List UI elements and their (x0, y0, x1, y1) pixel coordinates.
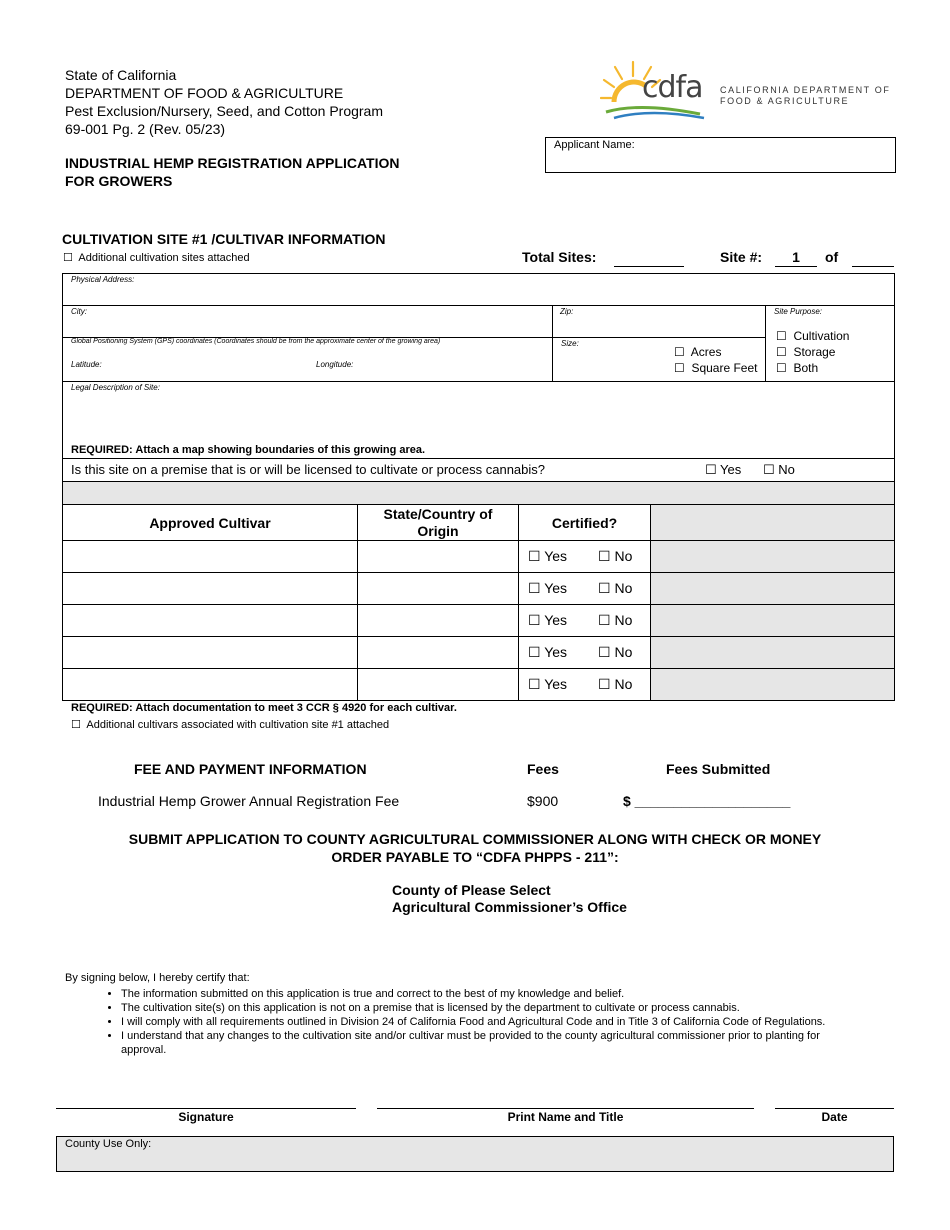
commissioner-office: Agricultural Commissioner’s Office (392, 899, 627, 915)
no-label: No (614, 644, 633, 660)
no-label: No (614, 612, 633, 628)
certified-cell (518, 668, 651, 701)
cultivar-name-cell[interactable] (62, 668, 358, 701)
certified-no-option[interactable] (598, 580, 632, 597)
header-program: Pest Exclusion/Nursery, Seed, and Cotton Program (65, 103, 384, 119)
logo-dept-line2: FOOD & AGRICULTURE (720, 96, 850, 106)
checkbox-icon[interactable]: ☐ (674, 361, 685, 375)
header-approved-cultivar (62, 504, 358, 541)
applicant-name-field[interactable] (545, 137, 896, 173)
additional-cultivars-label: Additional cultivars associated with cultivation site #1 attached (86, 719, 390, 731)
yes-label: Yes (544, 612, 568, 628)
additional-sites-checkbox-row[interactable] (63, 251, 250, 264)
legal-description-field[interactable] (62, 381, 895, 459)
certified-no-option[interactable] (598, 612, 632, 629)
yes-label: Yes (544, 548, 568, 564)
cultivar-name-cell[interactable] (62, 604, 358, 637)
fee-item-label: Industrial Hemp Grower Annual Registration Fee (98, 793, 400, 809)
column-header: Approved Cultivar (149, 515, 271, 531)
yes-label: Yes (544, 580, 568, 596)
size-options (674, 344, 757, 376)
option-label: Storage (793, 345, 836, 359)
certified-yes-option[interactable] (528, 580, 567, 597)
certify-list (65, 987, 865, 1057)
header-department: DEPARTMENT OF FOOD & AGRICULTURE (65, 85, 344, 101)
purpose-option-cultivation[interactable] (776, 328, 849, 344)
site-purpose-options (776, 328, 849, 376)
gray-spacer-row (62, 481, 895, 505)
site-of-label: of (825, 249, 839, 265)
certified-yes-option[interactable] (528, 676, 567, 693)
site-purpose-field (765, 305, 895, 382)
purpose-option-both[interactable] (776, 360, 849, 376)
gray-cell (650, 572, 895, 605)
date-line[interactable] (775, 1108, 894, 1109)
physical-address-label: Physical Address: (71, 275, 135, 284)
column-header: Certified? (551, 515, 618, 531)
fee-heading: FEE AND PAYMENT INFORMATION (134, 761, 367, 777)
city-label: City: (71, 307, 87, 316)
cannabis-no-option[interactable] (763, 462, 795, 478)
header-certified (518, 504, 651, 541)
no-label: No (614, 580, 633, 596)
longitude-label: Longitude: (316, 360, 354, 369)
site-number-input[interactable]: 1 (775, 249, 817, 267)
yes-label: Yes (720, 462, 742, 477)
header-state: State of California (65, 67, 177, 83)
site-number-label: Site #: (720, 249, 763, 265)
option-label: Acres (690, 345, 722, 359)
legal-description-label: Legal Description of Site: (71, 383, 160, 392)
certify-item: • The cultivation site(s) on this application is not on a premise that is licensed by the department to cultivate or process cannabis. (121, 1001, 865, 1015)
certify-item: • The information submitted on this application is true and correct to the best of my knowledge and belief. (121, 987, 865, 1001)
additional-cultivars-row[interactable] (71, 718, 389, 731)
size-field[interactable] (552, 337, 766, 382)
print-name-label: Print Name and Title (507, 1110, 624, 1124)
fees-submitted-header: Fees Submitted (666, 761, 771, 777)
no-label: No (778, 462, 795, 477)
logo-dept-line1: CALIFORNIA DEPARTMENT OF (720, 85, 891, 95)
checkbox-icon[interactable]: ☐ (776, 345, 787, 359)
option-label: Square Feet (691, 361, 758, 375)
required-doc-note: REQUIRED: Attach documentation to meet 3 CCR § 4920 for each cultivar. (71, 702, 457, 714)
checkbox-icon[interactable]: ☐ (598, 549, 611, 565)
latitude-label: Latitude: (71, 360, 102, 369)
header-gray-cell (650, 504, 895, 541)
no-label: No (614, 548, 633, 564)
checkbox-icon[interactable]: ☐ (71, 718, 81, 731)
cannabis-question-row (62, 458, 895, 482)
site-of-input[interactable] (852, 250, 894, 267)
certified-cell (518, 540, 651, 573)
signature-line[interactable] (56, 1108, 356, 1109)
fees-column-header: Fees (527, 761, 559, 777)
certified-no-option[interactable] (598, 548, 632, 565)
county-use-box (56, 1136, 894, 1172)
physical-address-field[interactable] (62, 273, 895, 306)
column-header: State/Country of Origin (383, 506, 493, 539)
option-label: Both (793, 361, 819, 375)
gps-label: Global Positioning System (GPS) coordinates (Coordinates should be from the approximate center of the growing area) (71, 338, 441, 345)
required-map-note: REQUIRED: Attach a map showing boundaries of this growing area. (71, 444, 426, 456)
certified-cell (518, 604, 651, 637)
origin-cell[interactable] (357, 572, 519, 605)
gray-cell (650, 636, 895, 669)
total-sites-input[interactable] (614, 250, 684, 267)
submit-instructions-line2: ORDER PAYABLE TO “CDFA PHPPS - 211”: (331, 849, 619, 865)
size-label: Size: (561, 339, 579, 348)
checkbox-icon[interactable]: ☐ (528, 677, 541, 693)
checkbox-icon[interactable]: ☐ (705, 463, 717, 478)
gray-cell (650, 540, 895, 573)
certify-item: • I will comply with all requirements outlined in Division 24 of California Food and Agricultural Code and in Title 3 of California Code of Regulations. (121, 1015, 865, 1029)
header-form-number: 69-001 Pg. 2 (Rev. 05/23) (65, 121, 226, 137)
site-purpose-label: Site Purpose: (774, 307, 823, 316)
checkbox-icon[interactable]: ☐ (763, 463, 775, 478)
form-title-line1: INDUSTRIAL HEMP REGISTRATION APPLICATION (65, 155, 400, 171)
checkbox-icon[interactable]: ☐ (528, 549, 541, 565)
county-select[interactable]: County of Please Select (392, 882, 551, 898)
signature-label: Signature (178, 1110, 234, 1124)
checkbox-icon[interactable]: ☐ (528, 581, 541, 597)
checkbox-icon[interactable]: ☐ (528, 613, 541, 629)
checkbox-icon[interactable]: ☐ (63, 251, 73, 264)
certified-yes-option[interactable] (528, 548, 567, 565)
certified-no-option[interactable] (598, 676, 632, 693)
certified-yes-option[interactable] (528, 612, 567, 629)
cultivar-name-cell[interactable] (62, 572, 358, 605)
option-label: Cultivation (793, 329, 850, 343)
checkbox-icon[interactable]: ☐ (776, 329, 787, 343)
origin-cell[interactable] (357, 668, 519, 701)
origin-cell[interactable] (357, 604, 519, 637)
no-label: No (614, 676, 633, 692)
total-sites-label: Total Sites: (522, 249, 597, 265)
checkbox-icon[interactable]: ☐ (598, 613, 611, 629)
size-option-square-feet[interactable] (674, 360, 757, 376)
cdfa-logo (600, 58, 900, 124)
cannabis-question: Is this site on a premise that is or will be licensed to cultivate or process cannabis? (71, 462, 546, 477)
fee-amount: $900 (527, 793, 559, 809)
cannabis-yes-option[interactable] (705, 462, 741, 478)
certified-yes-option[interactable] (528, 644, 567, 661)
zip-label: Zip: (560, 307, 574, 316)
yes-label: Yes (544, 676, 568, 692)
checkbox-icon[interactable]: ☐ (598, 581, 611, 597)
date-label: Date (821, 1110, 848, 1124)
origin-cell[interactable] (357, 636, 519, 669)
submit-instructions-line1: SUBMIT APPLICATION TO COUNTY AGRICULTURAL COMMISSIONER ALONG WITH CHECK OR MONEY (128, 831, 822, 847)
origin-cell[interactable] (357, 540, 519, 573)
county-use-label: County Use Only: (65, 1138, 152, 1150)
cultivation-site-title: CULTIVATION SITE #1 /CULTIVAR INFORMATION (62, 231, 386, 247)
checkbox-icon[interactable]: ☐ (598, 645, 611, 661)
yes-label: Yes (544, 644, 568, 660)
checkbox-icon[interactable]: ☐ (776, 361, 787, 375)
certify-item: • I understand that any changes to the cultivation site and/or cultivar must be provided to the county agricultural commissioner prior to planting for approval. (121, 1029, 865, 1057)
purpose-option-storage[interactable] (776, 344, 849, 360)
size-option-acres[interactable] (674, 344, 757, 360)
print-name-line[interactable] (377, 1108, 754, 1109)
applicant-name-label: Applicant Name: (554, 139, 635, 151)
cultivar-name-cell[interactable] (62, 540, 358, 573)
certified-cell (518, 572, 651, 605)
zip-field[interactable] (552, 305, 766, 338)
gray-cell (650, 604, 895, 637)
gray-cell (650, 668, 895, 701)
checkbox-icon[interactable]: ☐ (598, 677, 611, 693)
checkbox-icon[interactable]: ☐ (528, 645, 541, 661)
form-title-line2: FOR GROWERS (65, 173, 173, 189)
certified-no-option[interactable] (598, 644, 632, 661)
checkbox-icon[interactable]: ☐ (674, 345, 685, 359)
additional-sites-label: Additional cultivation sites attached (78, 252, 250, 264)
city-field[interactable] (62, 305, 553, 338)
gps-field[interactable] (62, 337, 553, 382)
fees-submitted-input[interactable]: $ ____________________ (623, 793, 791, 809)
certify-intro: By signing below, I hereby certify that: (65, 972, 250, 984)
header-origin (357, 504, 519, 541)
cultivar-name-cell[interactable] (62, 636, 358, 669)
certified-cell (518, 636, 651, 669)
cdfa-logo-text: cdfa (642, 70, 703, 105)
